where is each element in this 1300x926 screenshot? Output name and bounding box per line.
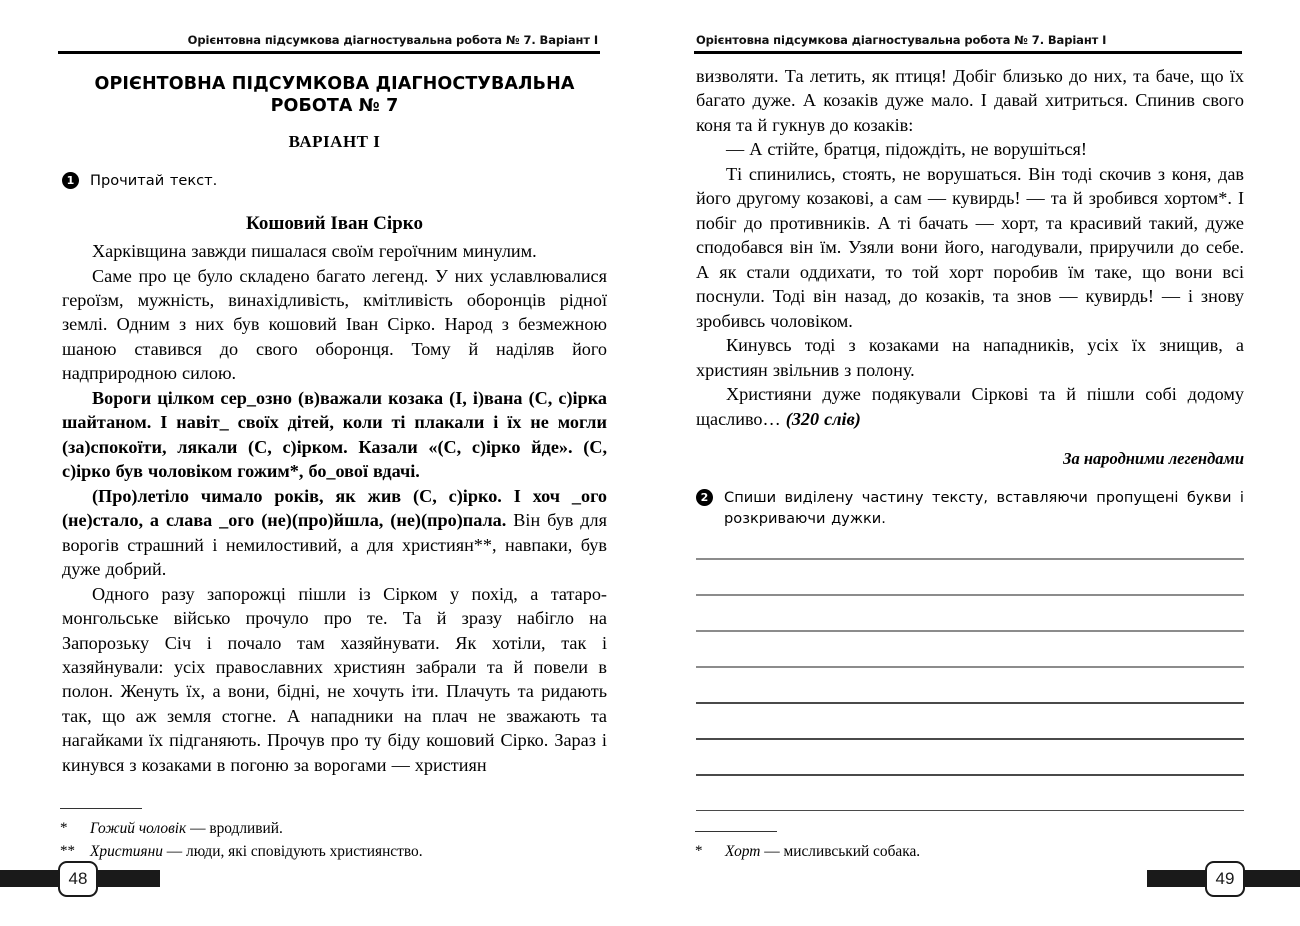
paragraph: Одного разу запорожці пішли із Сірком у похід, а татаро-монгольське військо прочуло про те. Та й зразу набігло на Запорозьку Січ і почало там хазяйнувати. Як хотіли, так і хазяйнували: усіх православних християн забрали та й повели в полон. Женуть їх, а вони, бідні, не хочуть іти. Плачуть та ридають так, що аж земля стогне. А нападники на плач не зважають та нагайками їх підганяють. Прочув про ту біду кошовий Сірко. Зараз і кинувся з козаками в погоню за ворогами — християн	[62, 583, 607, 775]
paragraph: Ті спинились, стоять, не ворушаться. Він тоді скочив з коня, дав його другому козакові, а сам — кувирдь! — та й зробився хортом*. І побіг до противників. А ті бачать — хорт, та красивий такий, дуже сподобався він їм. Узяли вони його, нагодували, приручили до себе. А як стали оддихати, то той хорт поробив їм таке, що вони всі поснули. Тоді він назад, до козаків, та знов — кувирдь! — і знову зробивсь чоловіком.	[696, 163, 1244, 331]
answer-line[interactable]	[696, 738, 1244, 740]
answer-writing-lines[interactable]	[696, 558, 1244, 846]
page-number-left: 48	[58, 861, 98, 897]
task-number-badge: 2	[696, 489, 713, 506]
paragraph: Саме про це було складено багато легенд. У них уславлювалися героїзм, мужність, винахідливість, кмітливість оборонців рідної землі. Одним з них був кошовий Іван Сірко. Народ з безмежною шаною ставився до свого оборонця. Тому й наділяв його надприродною силою.	[62, 265, 607, 384]
footnote-term: Гожий чоловік	[90, 820, 187, 838]
task-1-text: Прочитай текст.	[90, 171, 218, 189]
task-2	[696, 487, 1244, 530]
footnote-definition: — люди, які сповідують християнство.	[162, 843, 423, 861]
story-title: Кошовий Іван Сірко	[246, 213, 423, 235]
source-credit: За народними легендами	[1063, 449, 1244, 469]
footnote-definition: — мисливський собака.	[760, 843, 921, 861]
footnote-rule	[695, 831, 777, 833]
paragraph-dialogue: — А стійте, братця, підождіть, не ворушіться!	[726, 139, 1087, 160]
running-head-rule-right	[694, 51, 1242, 54]
running-head-left: Орієнтовна підсумкова діагностувальна робота № 7. Варіант I	[187, 33, 598, 47]
footnote-term: Хорт	[725, 843, 761, 861]
word-count-note: (320 слів)	[785, 408, 861, 429]
right-column	[696, 64, 1244, 530]
paragraph: Харківщина завжди пишалася своїм героїчним минулим.	[92, 241, 537, 262]
footnote-rule	[60, 808, 142, 810]
footnote	[695, 841, 1243, 863]
footnote-definition: — вродливий.	[186, 820, 283, 838]
paragraph-highlighted: Вороги цілком сер_озно (в)важали козака (І, і)вана (С, с)ірка шайтаном. І навіт_ своїх дітей, коли ті плакали і їх не могли (за)спокоїти, лякали (С, с)ірком. Казали «(С, с)ірко йде». (С, с)ірко був чоловіком гожим*, бо_ової вдачі.	[62, 387, 607, 482]
answer-line[interactable]	[696, 774, 1244, 776]
paragraph: Кинувсь тоді з козаками на нападників, усіх їх знищив, а християн звільнив з полону.	[696, 335, 1244, 380]
paragraph-final	[696, 382, 1244, 431]
footnote-body	[90, 841, 423, 863]
answer-line[interactable]	[696, 558, 1244, 560]
answer-line[interactable]	[696, 594, 1244, 596]
footnote	[60, 818, 608, 840]
task-1	[62, 170, 607, 191]
plain-span: Він був для ворогів страшний і немилостивий, а для християн**, навпаки, був дуже добрий.	[62, 510, 607, 580]
left-column	[62, 64, 607, 777]
footnote-body	[90, 818, 283, 840]
footnotes-right	[695, 831, 1243, 864]
page-title: ОРІЄНТОВНА ПІДСУМКОВА ДІАГНОСТУВАЛЬНА РОБОТА № 7	[94, 74, 575, 116]
footnote-mark: **	[60, 843, 75, 860]
paragraph-continued: визволяти. Та летить, як птиця! Добіг близько до них, та баче, що їх багато дуже. А козаків дуже мало. І давай хитриться. Спинив свого коня та й гукнув до козаків:	[696, 66, 1244, 135]
answer-line[interactable]	[696, 666, 1244, 668]
footnote-mark: *	[695, 843, 703, 860]
page-number-right: 49	[1205, 861, 1245, 897]
footnote	[60, 841, 608, 863]
footnote-term: Християни	[90, 843, 163, 861]
answer-line[interactable]	[696, 630, 1244, 632]
variant-title: ВАРІАНТ I	[288, 131, 381, 151]
footnote-body	[725, 841, 920, 863]
running-head-right: Орієнтовна підсумкова діагностувальна робота № 7. Варіант I	[696, 33, 1107, 47]
paragraph-mixed	[62, 484, 607, 582]
highlighted-span: (Про)летіло чимало років, як жив (С, с)ірко. І хоч _ого (не)стало, а слава _ого (не)(про)йшла, (не)(про)пала.	[62, 485, 607, 531]
footnotes-left	[60, 808, 608, 864]
footnote-mark: *	[60, 820, 68, 837]
paragraph-final-text: Християни дуже подякували Сіркові та й пішли собі додому щасливо…	[696, 384, 1244, 429]
answer-line[interactable]	[696, 702, 1244, 704]
page-right	[650, 0, 1300, 926]
task-number-badge: 1	[62, 172, 79, 189]
task-2-text: Спиши виділену частину тексту, вставляючи пропущені букви і розкриваючи дужки.	[724, 489, 1244, 528]
answer-line[interactable]	[696, 810, 1244, 812]
running-head-rule-left	[58, 51, 600, 54]
